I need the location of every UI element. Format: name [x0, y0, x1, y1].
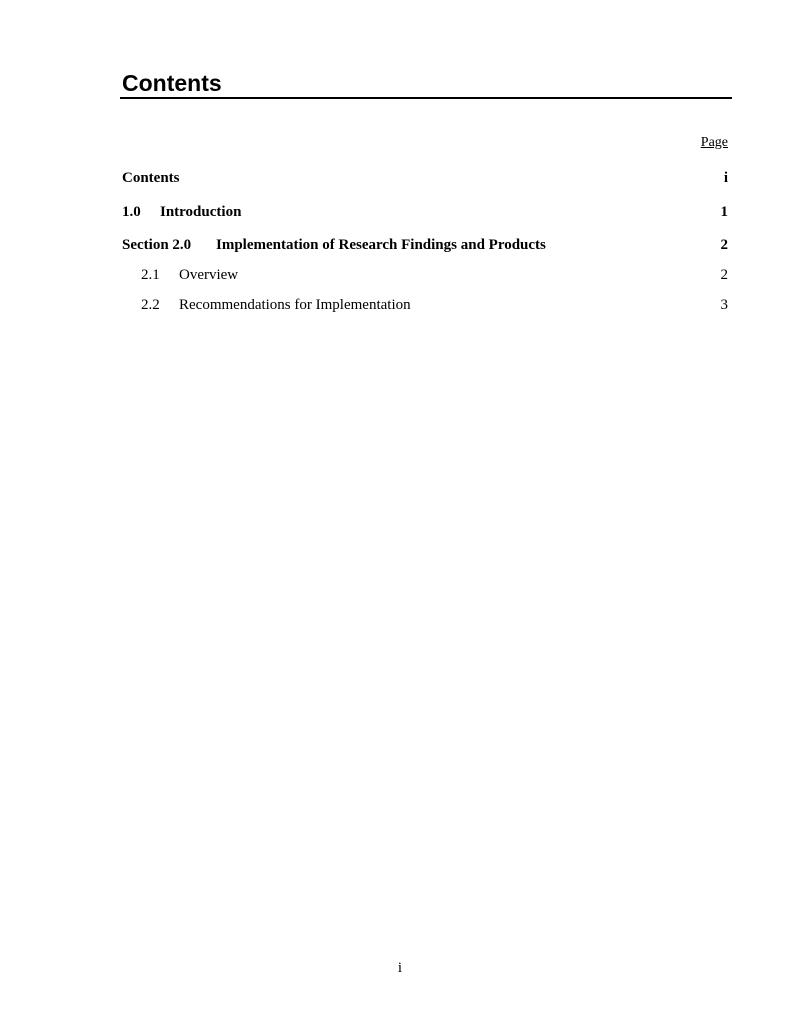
- toc-entry-title: Contents: [122, 170, 180, 186]
- toc-entry-page: 2: [720, 237, 728, 253]
- footer-page-number: i: [397, 960, 403, 976]
- toc-entry-number: Section 2.0: [122, 237, 192, 253]
- toc-entry-title: Introduction: [160, 204, 242, 220]
- toc-entry-number: 2.1: [141, 267, 160, 283]
- toc-entry-page: i: [723, 170, 728, 186]
- toc-entry-page: 1: [720, 204, 728, 220]
- toc-entry-page: 2: [720, 267, 728, 283]
- toc-entry-number: 1.0: [122, 204, 141, 220]
- toc-entry-number: 2.2: [141, 297, 160, 313]
- toc-entry-page: 3: [720, 297, 728, 313]
- title-rule: [120, 97, 732, 99]
- toc-entry-title: Implementation of Research Findings and Products: [216, 237, 546, 253]
- page-column-label: Page: [700, 135, 728, 150]
- toc-entry-title: Overview: [179, 267, 239, 283]
- page-title: Contents: [122, 70, 222, 96]
- toc-entry-title: Recommendations for Implementation: [179, 297, 411, 313]
